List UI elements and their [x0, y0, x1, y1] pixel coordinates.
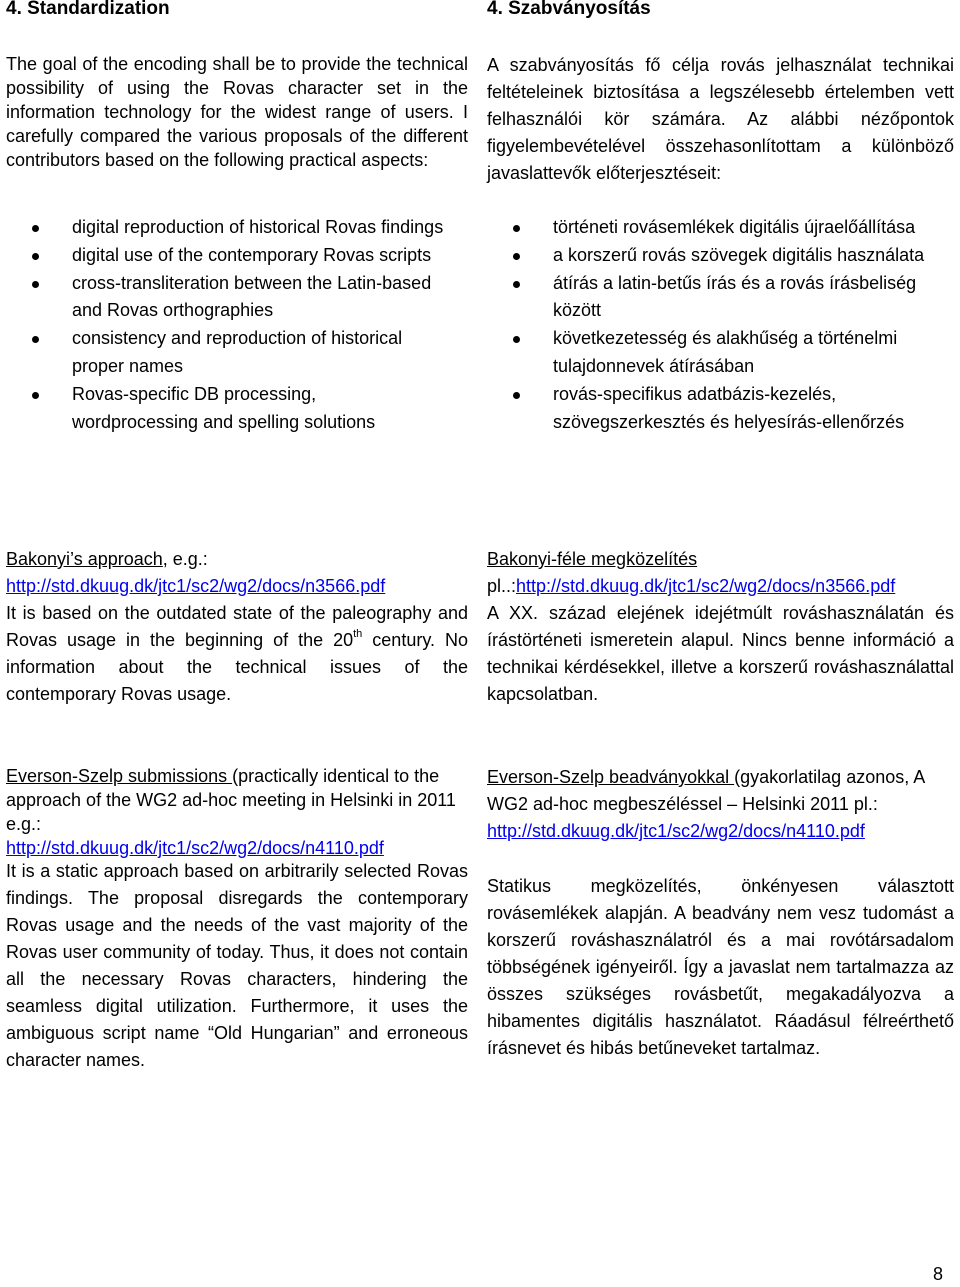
everson-heading-hu: Everson-Szelp beadványokkal (gyakorlatilag azonos, A WG2 ad-hoc megbeszéléssel – Helsinki 2011 pl.: http://std.dkuug.dk/jtc1/sc2/wg2/docs/n4110.pdf — [487, 767, 925, 841]
section-heading-hu: 4. Szabványosítás — [487, 0, 651, 19]
bakonyi-text-en: It is based on the outdated state of the paleography and Rovas usage in the beginning of the 20th century. No information about the technical issues of the contemporary Rovas usage. — [6, 603, 468, 704]
bullet-icon — [32, 392, 39, 399]
bullet-icon — [513, 281, 520, 288]
bullet-icon — [32, 253, 39, 260]
list-item: digital reproduction of historical Rovas findings — [6, 214, 446, 242]
list-item: történeti rovásemlékek digitális újraelőállítása — [487, 214, 927, 242]
bullet-icon — [513, 225, 520, 232]
intro-paragraph-en: The goal of the encoding shall be to provide the technical possibility of using the Rovas character set in the information technology for the widest range of users. I carefully compared the various proposals of the different contributors based on the following practical aspects: — [6, 54, 468, 170]
list-item: következetesség és alakhűség a történelmi tulajdonnevek átírásában — [487, 325, 927, 381]
list-item: átírás a latin-betűs írás és a rovás írásbeliség között — [487, 270, 927, 326]
list-item: digital use of the contemporary Rovas scripts — [6, 242, 446, 270]
everson-link-hu[interactable]: http://std.dkuug.dk/jtc1/sc2/wg2/docs/n4110.pdf — [487, 821, 865, 841]
page-number: 8 — [933, 1264, 944, 1284]
bakonyi-link-hu[interactable]: http://std.dkuug.dk/jtc1/sc2/wg2/docs/n3566.pdf — [516, 576, 896, 596]
section-heading-en: 4. Standardization — [6, 0, 170, 19]
bullet-icon — [32, 336, 39, 343]
list-item: rovás-specifikus adatbázis-kezelés, szövegszerkesztés és helyesírás-ellenőrzés — [487, 381, 927, 437]
bakonyi-section-hu: Bakonyi-féle megközelítés pl..:http://std.dkuug.dk/jtc1/sc2/wg2/docs/n3566.pdf A XX. század elejének idejétmúlt rováshasználatán és írástörténeti ismeretein alapul. Nincs benne információ a technikai kérdésekkel, illetve a korszerű rováshasználattal kapcsolatban. — [487, 546, 954, 708]
bakonyi-section-en — [6, 546, 468, 708]
bullet-icon — [32, 225, 39, 232]
bullet-icon — [513, 253, 520, 260]
list-item: cross-transliteration between the Latin-based and Rovas orthographies — [6, 270, 446, 326]
bullet-icon — [513, 392, 520, 399]
everson-text-en: It is a static approach based on arbitrarily selected Rovas findings. The proposal disregards the contemporary Rovas usage and the needs of the vast majority of the Rovas user community of today. Thus, it does not contain all the necessary Rovas characters, hindering the seamless digital utilization. Furthermore, it uses the ambiguous script name “Old Hungarian” and erroneous character names. — [6, 861, 468, 1070]
aspects-list-hu — [487, 214, 927, 436]
list-item: Rovas-specific DB processing, wordprocessing and spelling solutions — [6, 381, 446, 437]
aspects-list-en — [6, 214, 446, 436]
everson-link-en[interactable]: http://std.dkuug.dk/jtc1/sc2/wg2/docs/n4110.pdf — [6, 838, 384, 858]
bakonyi-title-hu: Bakonyi-féle megközelítés — [487, 549, 698, 569]
everson-heading-en: Everson-Szelp submissions (practically identical to the approach of the WG2 ad-hoc meeting in Helsinki in 2011 e.g.: http://std.dkuug.dk/jtc1/sc2/wg2/docs/n4110.pdf — [6, 766, 456, 858]
bullet-icon — [32, 281, 39, 288]
bakonyi-title-en: Bakonyi’s approach, e.g.: — [6, 549, 208, 569]
list-item: a korszerű rovás szövegek digitális használata — [487, 242, 927, 270]
bakonyi-text-hu: A XX. század elejének idejétmúlt rováshasználatán és írástörténeti ismeretein alapul. Nincs benne információ a technikai kérdésekkel, illetve a korszerű rováshasználattal kapcsolatban. — [487, 603, 954, 704]
bakonyi-link-en[interactable]: http://std.dkuug.dk/jtc1/sc2/wg2/docs/n3566.pdf — [6, 576, 386, 596]
intro-paragraph-hu: A szabványosítás fő célja rovás jelhasználat technikai feltételeinek biztosítása a legszélesebb értelemben vett felhasználói kör számára. Az alábbi nézőpontok figyelembevételével összehasonlítottam a különböző javaslattevők előterjesztéseit: — [487, 55, 954, 183]
bullet-icon — [513, 336, 520, 343]
everson-text-hu: Statikus megközelítés, önkényesen választott rovásemlékek alapján. A beadvány nem vesz tudomást a korszerű rováshasználatról és a mai rovótársadalom többségének igényeiről. Így a javaslat nem tartalmazza az összes szükséges rovásbetűt, megakadályozva a hibamentes digitális használatot. Ráadásul félreérthető írásnevet és hibás betűneveket tartalmaz. — [487, 876, 954, 1058]
list-item: consistency and reproduction of historical proper names — [6, 325, 446, 381]
